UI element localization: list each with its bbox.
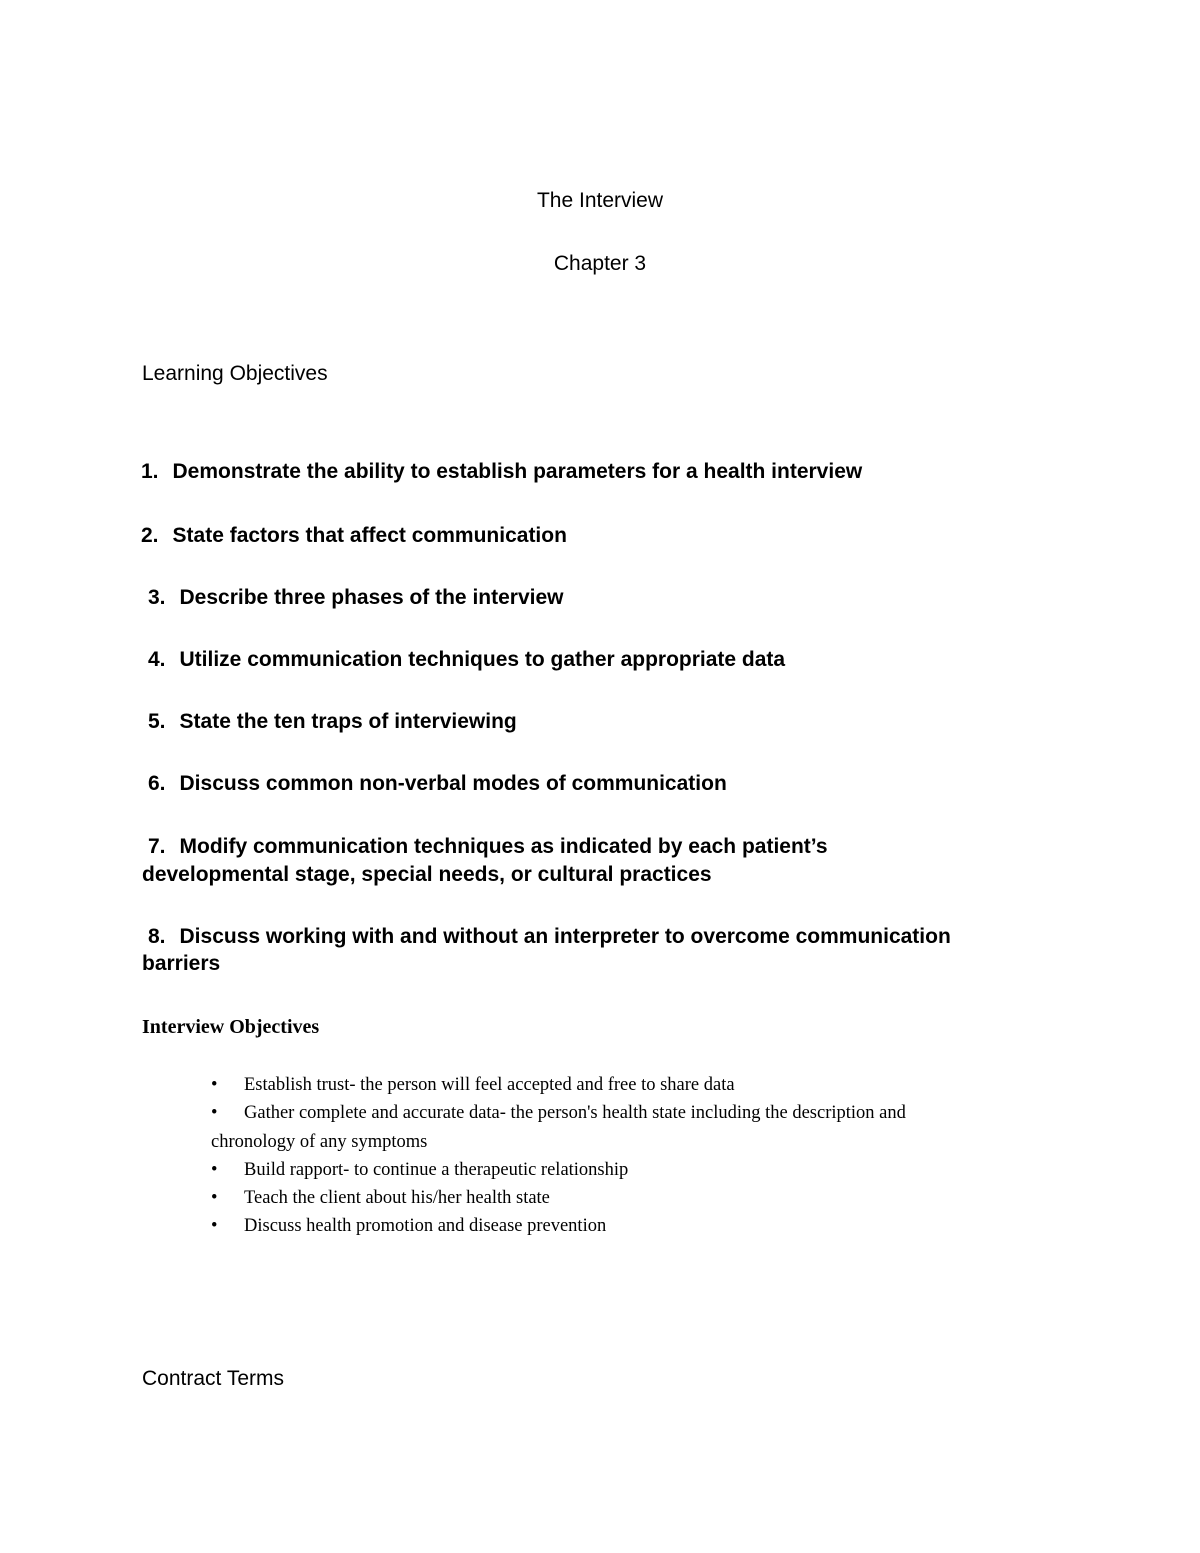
learning-objective-7-continued: developmental stage, special needs, or cultural practices <box>142 863 712 886</box>
bullet-icon: • <box>211 1216 218 1236</box>
objective-number: 1. <box>141 460 159 483</box>
objective-number: 2. <box>141 524 159 547</box>
list-item-text: Teach the client about his/her health state <box>244 1188 550 1208</box>
objective-number: 4. <box>148 648 166 671</box>
list-item-text: Gather complete and accurate data- the person's health state including the description and <box>244 1103 906 1123</box>
learning-objective-8 <box>148 925 951 949</box>
list-item-text: Build rapport- to continue a therapeutic relationship <box>244 1160 629 1180</box>
objective-number: 7. <box>148 835 166 858</box>
learning-objective-1 <box>141 460 862 484</box>
bullet-icon: • <box>211 1188 218 1208</box>
bullet-icon: • <box>211 1103 218 1123</box>
learning-objective-3 <box>148 586 563 610</box>
list-item-text: Establish trust- the person will feel accepted and free to share data <box>244 1075 735 1095</box>
learning-objective-6 <box>148 772 727 796</box>
bullet-icon: • <box>211 1075 218 1095</box>
objective-number: 5. <box>148 710 166 733</box>
contract-terms-heading: Contract Terms <box>142 1367 284 1390</box>
objective-text: Utilize communication techniques to gather appropriate data <box>179 648 786 671</box>
objective-text: State factors that affect communication <box>172 524 567 547</box>
objective-text: Demonstrate the ability to establish parameters for a health interview <box>172 460 863 483</box>
document-title: The Interview <box>536 189 664 212</box>
objective-number: 6. <box>148 772 166 795</box>
learning-objective-4 <box>148 648 785 672</box>
learning-objective-7 <box>148 835 828 859</box>
bullet-icon: • <box>211 1160 218 1180</box>
interview-objectives-heading: Interview Objectives <box>142 1016 320 1038</box>
learning-objective-5 <box>148 710 517 734</box>
learning-objectives-heading: Learning Objectives <box>142 362 328 385</box>
list-item-continued: chronology of any symptoms <box>211 1132 428 1152</box>
objective-text-line1: Modify communication techniques as indicated by each patient’s <box>179 835 828 858</box>
objective-text: Describe three phases of the interview <box>179 586 564 609</box>
objective-text: State the ten traps of interviewing <box>179 710 517 733</box>
objective-number: 3. <box>148 586 166 609</box>
objective-text: Discuss common non-verbal modes of communication <box>179 772 727 795</box>
objective-text-line1: Discuss working with and without an interpreter to overcome communication <box>179 925 951 948</box>
objective-number: 8. <box>148 925 166 948</box>
chapter-label: Chapter 3 <box>553 252 647 275</box>
learning-objective-8-continued: barriers <box>142 952 221 975</box>
learning-objective-2 <box>141 524 567 548</box>
list-item-text: Discuss health promotion and disease prevention <box>244 1216 607 1236</box>
